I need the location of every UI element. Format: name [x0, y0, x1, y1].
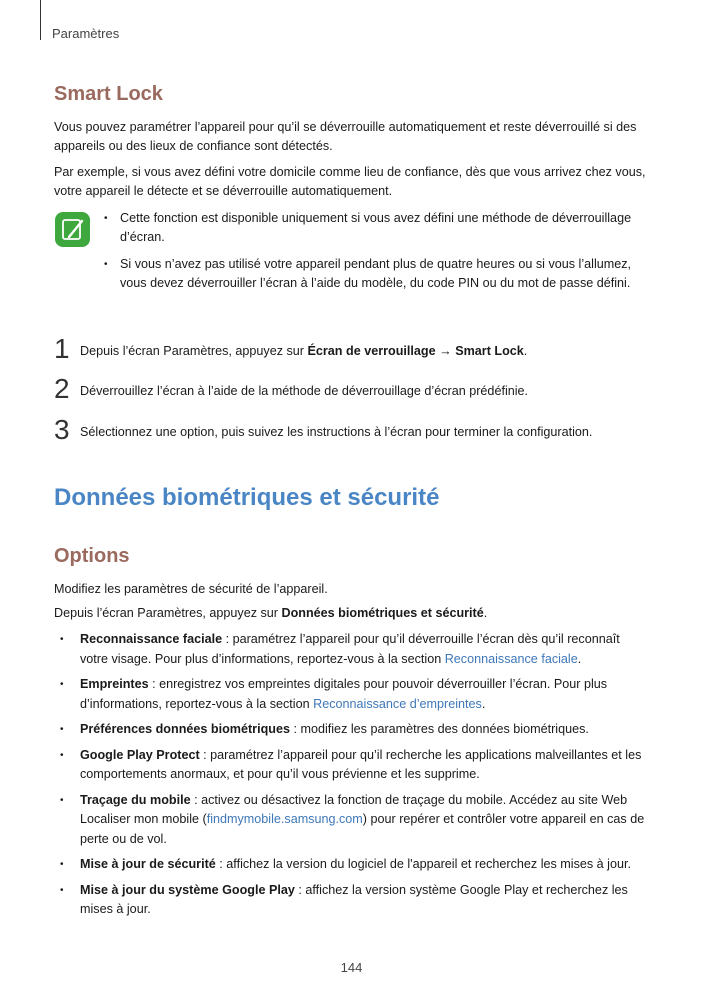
header-rule: [40, 0, 41, 40]
step-number: 2: [54, 373, 70, 404]
option-security-update: • Mise à jour de sécurité : affichez la version du logiciel de l'appareil et recherchez les mises à jour.: [54, 855, 650, 875]
step-number: 3: [54, 414, 70, 445]
link-fingerprint-recognition[interactable]: Reconnaissance d’empreintes: [313, 696, 482, 711]
menu-biometrics-security: Données biométriques et sécurité: [281, 606, 484, 620]
note-item: • Cette fonction est disponible uniquement si vous avez défini une méthode de déverrouillage d’écran.: [104, 209, 650, 247]
note-list: [104, 209, 650, 301]
step-text: Déverrouillez l’écran à l’aide de la méthode de déverrouillage d’écran prédéfinie.: [80, 384, 529, 398]
pencil-note-icon: [55, 212, 90, 247]
smart-lock-para-2: Par exemple, si vous avez défini votre domicile comme lieu de confiance, dès que vous arrivez chez vous, votre appareil le détecte et se déverrouille automatiquement.: [54, 165, 646, 198]
link-findmymobile[interactable]: findmymobile.samsung.com: [206, 812, 363, 826]
step-text: Depuis l’écran Paramètres, appuyez sur Écran de verrouillage → Smart Lock.: [80, 344, 528, 358]
option-google-play-system-update: • Mise à jour du système Google Play : affichez la version système Google Play et recherchez les mises à jour.: [54, 881, 650, 920]
option-fingerprints: • Empreintes : enregistrez vos empreintes digitales pour pouvoir déverrouiller l’écran. Pour plus d’informations, reportez-vous à la section Reconnaissance d’empreintes.: [54, 675, 650, 714]
page-header: [0, 0, 703, 50]
step-menu-smart-lock: Smart Lock: [455, 344, 524, 358]
smart-lock-heading: Smart Lock: [54, 83, 163, 105]
options-intro-1: Modifiez les paramètres de sécurité de l’appareil.: [54, 582, 328, 596]
page-number: 144: [340, 960, 363, 975]
step-text: Sélectionnez une option, puis suivez les instructions à l’écran pour terminer la configuration.: [80, 425, 593, 439]
link-face-recognition[interactable]: Reconnaissance faciale: [444, 651, 578, 666]
options-list: [54, 630, 650, 926]
step-number: 1: [54, 333, 70, 364]
header-title: Paramètres: [52, 26, 120, 41]
note-item: • Si vous n’avez pas utilisé votre appareil pendant plus de quatre heures ou si vous l’allumez, vous devez déverrouiller l’écran à l’aide du modèle, du code PIN ou du mot de passe défini.: [104, 255, 650, 293]
options-heading: Options: [54, 545, 130, 567]
step-2: [54, 373, 650, 404]
step-1: [54, 333, 650, 364]
option-find-my-mobile: • Traçage du mobile : activez ou désactivez la fonction de traçage du mobile. Accédez au site Web Localiser mon mobile (findmymobile.samsung.com) pour repérer et contrôler votre appareil en cas de perte ou de vol.: [54, 791, 650, 850]
step-3: [54, 414, 650, 445]
option-biometric-preferences: • Préférences données biométriques : modifiez les paramètres des données biométriques.: [54, 720, 650, 740]
option-face-recognition: • Reconnaissance faciale : paramétrez l’appareil pour qu’il déverrouille l’écran dès qu’il reconnaît votre visage. Pour plus d’informations, reportez-vous à la section Reconnaissance faciale.: [54, 630, 650, 669]
biometrics-heading: Données biométriques et sécurité: [54, 484, 440, 511]
step-menu-lock-screen: Écran de verrouillage: [307, 344, 436, 358]
options-intro-2: Depuis l’écran Paramètres, appuyez sur Données biométriques et sécurité.: [54, 606, 488, 620]
smart-lock-para-1: Vous pouvez paramétrer l’appareil pour qu’il se déverrouille automatiquement et reste déverrouillé si des appareils ou des lieux de confiance sont détectés.: [54, 120, 637, 153]
option-google-play-protect: • Google Play Protect : paramétrez l’appareil pour qu’il recherche les applications malveillantes et les comportements anormaux, et pour qu’il vous prévienne et les supprime.: [54, 746, 650, 785]
